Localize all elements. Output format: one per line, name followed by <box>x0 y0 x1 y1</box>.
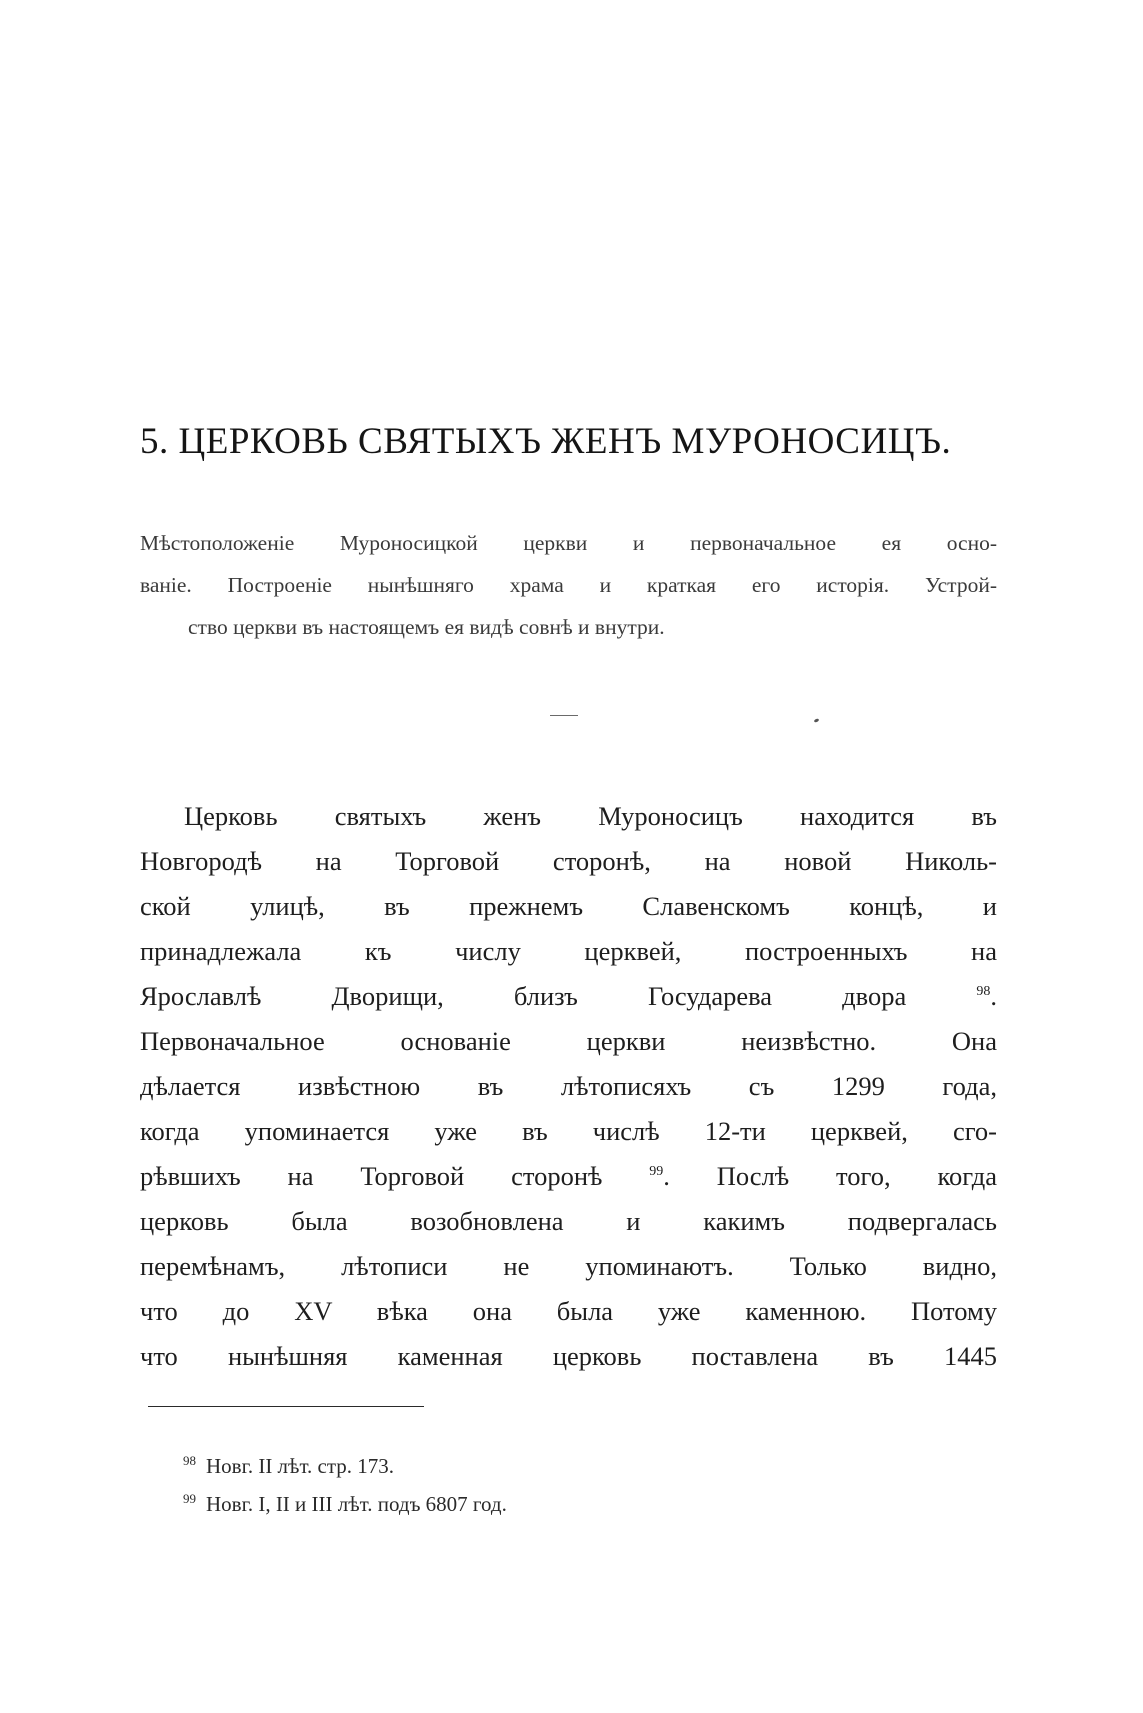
body-line: что до XV вѣка она была уже каменною. Потому <box>140 1296 997 1326</box>
body-line: Новгородѣ на Торговой сторонѣ, на новой Николь- <box>140 846 997 876</box>
summary-line: ваніе. Построеніе нынѣшняго храма и краткая его исторія. Устрой- <box>140 573 997 597</box>
body-line: ской улицѣ, въ прежнемъ Славенскомъ концѣ, и <box>140 891 997 921</box>
body-line: дѣлается извѣстною въ лѣтописяхъ съ 1299 года, <box>140 1071 997 1101</box>
footnote <box>183 1485 883 1523</box>
section-divider <box>550 715 578 716</box>
body-paragraph <box>140 794 997 1379</box>
body-line: принадлежала къ числу церквей, построенныхъ на <box>140 936 997 966</box>
footnote-text: Новг. I, II и III лѣт. подъ 6807 год. <box>206 1492 507 1516</box>
footnote-reference[interactable]: 98 <box>976 984 991 999</box>
footnotes <box>183 1447 883 1523</box>
body-line: церковь была возобновлена и какимъ подвергалась <box>140 1206 997 1236</box>
body-line: перемѣнамъ, лѣтописи не упоминаютъ. Только видно, <box>140 1251 997 1281</box>
body-line: что нынѣшняя каменная церковь поставлена въ 1445 <box>140 1341 997 1371</box>
chapter-summary <box>140 522 997 648</box>
body-line: рѣвшихъ на Торговой сторонѣ $^{99}$. Послѣ того, когда <box>140 1161 998 1191</box>
footnote-number: 99 <box>183 1491 196 1506</box>
footnote <box>183 1447 883 1485</box>
footnote-text: Новг. II лѣт. стр. 173. <box>206 1454 395 1478</box>
footnote-number: 98 <box>183 1453 196 1468</box>
footnote-reference[interactable]: 99 <box>649 1164 664 1179</box>
summary-line: ство церкви въ настоящемъ ея видѣ совнѣ и внутри. <box>188 615 665 639</box>
body-line: Первоначальное основаніе церкви неизвѣстно. Она <box>140 1026 997 1056</box>
body-line: Церковь святыхъ женъ Муроносицъ находится въ <box>184 801 997 831</box>
print-speck <box>814 718 820 723</box>
body-line: Ярославлѣ Дворищи, близъ Государева двора $^{98}$. <box>140 981 997 1011</box>
summary-line: Мѣстоположеніе Муроносицкой церкви и первоначальное ея осно- <box>140 531 997 555</box>
chapter-title: 5. ЦЕРКОВЬ СВЯТЫХЪ ЖЕНЪ МУРОНОСИЦЪ. <box>140 421 952 462</box>
body-line: когда упоминается уже въ числѣ 12-ти церквей, сго- <box>140 1116 997 1146</box>
footnote-separator <box>148 1406 424 1407</box>
